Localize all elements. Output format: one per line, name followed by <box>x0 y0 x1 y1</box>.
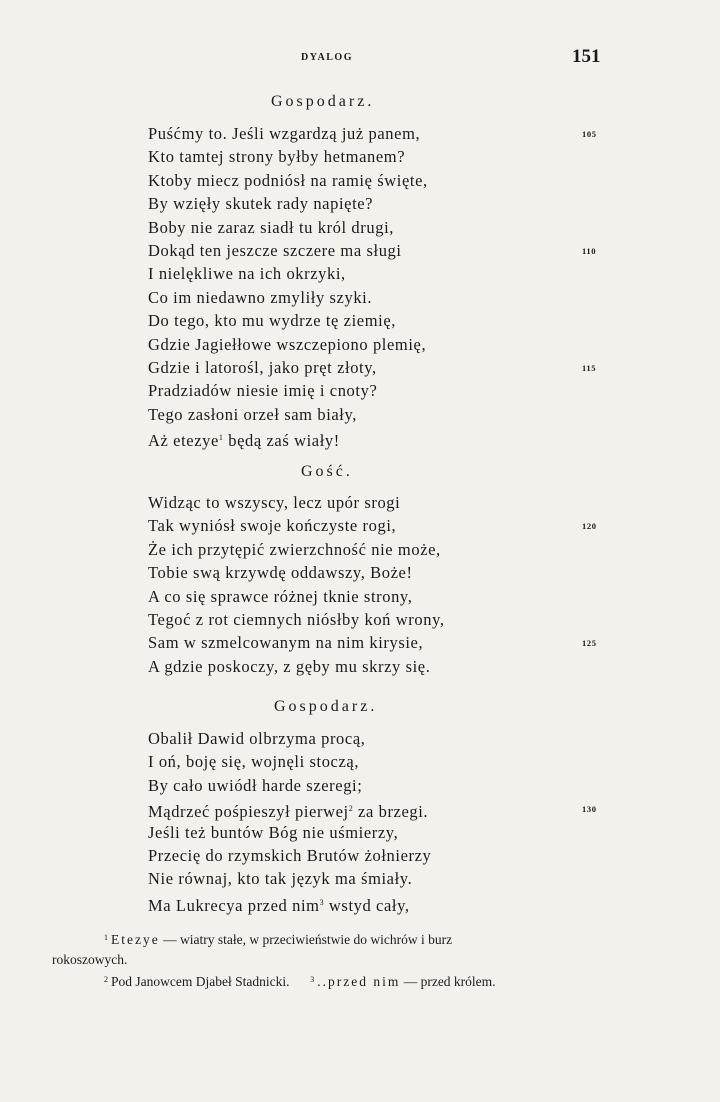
speaker-heading: Gość. <box>301 463 353 480</box>
running-title: DYALOG <box>301 52 353 63</box>
page-number: 151 <box>572 46 601 67</box>
verse-line: Do tego, kto mu wydrze tę ziemię, <box>148 311 396 331</box>
footnote-1: $^1$ Etezye — wiatry stałe, w przeciwieństwie do wichrów i burz <box>104 932 453 947</box>
footnote-2-3: $^2$ Pod Janowcem Djabeł Stadnicki. $^3$ ..przed nim — przed królem. <box>104 974 496 989</box>
verse-line: By wzięły skutek rady napięte? <box>148 194 374 214</box>
verse-line: Co im niedawno zmyliły szyki. <box>148 287 373 307</box>
line-number: 110 <box>582 245 597 256</box>
verse-line: By cało uwiódł harde szeregi; <box>148 775 363 795</box>
speaker-heading: Gospodarz. <box>271 93 375 110</box>
line-number: 115 <box>582 362 597 373</box>
verse-line: Sam w szmelcowanym na nim kirysie, 125 <box>148 631 445 654</box>
line-number: 130 <box>582 804 597 815</box>
verse-stanza <box>148 491 597 678</box>
footnote-reference: 2 <box>348 804 354 814</box>
verse-line: Tobie swą krzywdę oddawszy, Boże! <box>148 563 413 583</box>
footnotes <box>52 928 612 992</box>
verse-line: Mądrzeć pośpieszył pierwej$^2$ za brzegi. 130 <box>148 797 431 820</box>
verse-line: Że ich przytępić zwierzchność nie może, <box>148 539 441 559</box>
footnote-reference: 3 <box>319 897 325 907</box>
verse-line: Jeśli też buntów Bóg nie uśmierzy, <box>148 822 399 842</box>
verse-line: Gdzie Jagiełłowe wszczepiono plemię, <box>148 334 427 354</box>
line-number: 105 <box>582 129 597 139</box>
footnote-reference: 1 <box>218 433 224 443</box>
verse-line: A gdzie poskoczy, z gęby mu skrzy się. <box>148 656 431 676</box>
verse-line: Ma Lukrecya przed nim$^3$ wstyd cały, <box>148 895 410 915</box>
verse-line: Pradziadów niesie imię i cnoty? <box>148 381 378 401</box>
speaker-heading: Gospodarz. <box>274 698 378 715</box>
verse-line: Tegoć z rot ciemnych niósłby koń wrony, <box>148 609 445 629</box>
verse-line: Widząc to wszyscy, lecz upór srogi <box>148 493 401 512</box>
verse-line: A co się sprawce różnej tknie strony, <box>148 586 413 606</box>
verse-line: Tak wyniósł swoje kończyste rogi, 120 <box>148 514 445 537</box>
verse-line: Obalił Dawid olbrzyma procą, <box>148 729 366 748</box>
verse-line: Tego zasłoni orzeł sam biały, <box>148 404 357 424</box>
verse-stanza <box>148 122 597 451</box>
verse-line: Gdzie i latorośl, jako pręt złoty, 115 <box>148 356 428 379</box>
line-number: 120 <box>582 521 597 532</box>
verse-line: Puśćmy to. Jeśli wzgardzą już panem, 105 <box>148 122 428 145</box>
verse-line: Nie równaj, kto tak język ma śmiały. <box>148 869 413 889</box>
verse-line: I oń, boję się, wojnęli stoczą, <box>148 752 360 772</box>
verse-line: I nielękliwe na ich okrzyki, <box>148 264 346 284</box>
footnote-1-continuation: rokoszowych. <box>52 952 128 967</box>
verse-line: Kto tamtej strony byłby hetmanem? <box>148 147 406 167</box>
verse-line: Ktoby miecz podniósł na ramię święte, <box>148 170 428 190</box>
verse-line: Boby nie zaraz siadł tu król drugi, <box>148 217 394 237</box>
line-number: 125 <box>582 638 597 649</box>
verse-stanza <box>148 727 597 915</box>
verse-line: Dokąd ten jeszcze szczere ma sługi 110 <box>148 239 428 262</box>
verse-line: Aż etezye$^1$ będą zaś wiały! <box>148 431 340 451</box>
verse-line: Przecię do rzymskich Brutów żołnierzy <box>148 845 432 865</box>
